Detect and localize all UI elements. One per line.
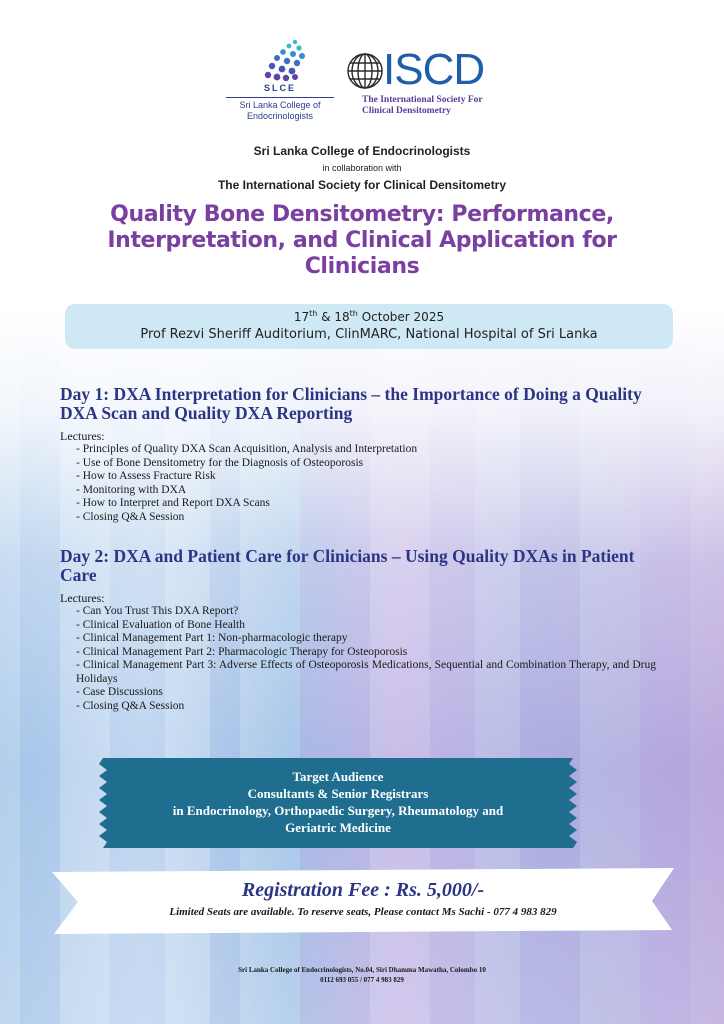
footer-phones: 0112 693 055 / 077 4 983 829	[320, 976, 404, 984]
list-item: - Can You Trust This DXA Report?	[76, 605, 239, 617]
list-item: - Clinical Evaluation of Bone Health	[76, 618, 245, 631]
list-item: - Use of Bone Densitometry for the Diagnosis of Osteoporosis	[76, 456, 364, 469]
list-item: - Closing Q&A Session	[76, 510, 185, 523]
globe-icon	[346, 52, 384, 90]
list-item: - Clinical Management Part 2: Pharmacologic Therapy for Osteoporosis	[76, 645, 408, 658]
day2-title: Day 2: DXA and Patient Care for Clinicians – Using Quality DXAs in Patient Care	[60, 546, 635, 585]
list-item: - How to Assess Fracture Risk	[76, 470, 216, 482]
day1-title: Day 1: DXA Interpretation for Clinicians – the Importance of Doing a Quality DXA Scan and Quality DXA Reporting	[60, 384, 642, 423]
event-venue: Prof Rezvi Sheriff Auditorium, ClinMARC, National Hospital of Sri Lanka	[140, 327, 598, 342]
event-date: 17th & 18th October 2025	[293, 309, 445, 324]
event-title: Quality Bone Densitometry: Performance, Interpretation, and Clinical Application for Clinicians	[107, 202, 617, 279]
list-item: - Case Discussions	[76, 686, 163, 698]
iscd-logo-abbr: ISCD	[383, 45, 485, 94]
audience-line: Consultants & Senior Registrars	[247, 786, 429, 801]
collaboration-note: in collaboration with	[322, 163, 402, 173]
audience-text	[97, 768, 579, 836]
list-item: - Clinical Management Part 1: Non-pharmacologic therapy	[76, 632, 348, 644]
registration-fee: Registration Fee : Rs. 5,000/-	[241, 879, 485, 901]
day2-lectures-label: Lectures:	[60, 591, 105, 605]
list-item: - How to Interpret and Report DXA Scans	[76, 497, 270, 509]
day1-lectures-label: Lectures:	[60, 429, 105, 443]
list-item: - Clinical Management Part 3: Adverse Effects of Osteoporosis Medications, Sequential and Combination Therapy, and Drug Holidays	[76, 659, 656, 685]
list-item: - Monitoring with DXA	[76, 483, 187, 496]
list-item: - Principles of Quality DXA Scan Acquisition, Analysis and Interpretation	[76, 443, 418, 455]
iscd-logo-name: The International Society For Clinical Densitometry	[362, 95, 483, 116]
footer-address: Sri Lanka College of Endocrinologists, No.04, Siri Dhamma Mawatha, Colombo 10	[238, 966, 486, 974]
partner-name: The International Society for Clinical Densitometry	[217, 178, 507, 192]
date-venue-box	[65, 304, 673, 349]
slce-logo-name: Sri Lanka College of Endocrinologists	[226, 97, 334, 122]
day2-lecture-list	[76, 605, 656, 713]
audience-line: Geriatric Medicine	[285, 820, 391, 835]
organizer-name: Sri Lanka College of Endocrinologists	[253, 144, 471, 158]
registration-note: Limited Seats are available. To reserve seats, Please contact Ms Sachi - 077 4 983 829	[169, 906, 557, 918]
audience-line: in Endocrinology, Orthopaedic Surgery, Rheumatology and	[172, 803, 504, 818]
list-item: - Closing Q&A Session	[76, 699, 185, 712]
audience-heading: Target Audience	[292, 769, 384, 784]
day1-lecture-list	[76, 443, 656, 524]
slce-logo-abbr: SLCE	[263, 83, 296, 93]
